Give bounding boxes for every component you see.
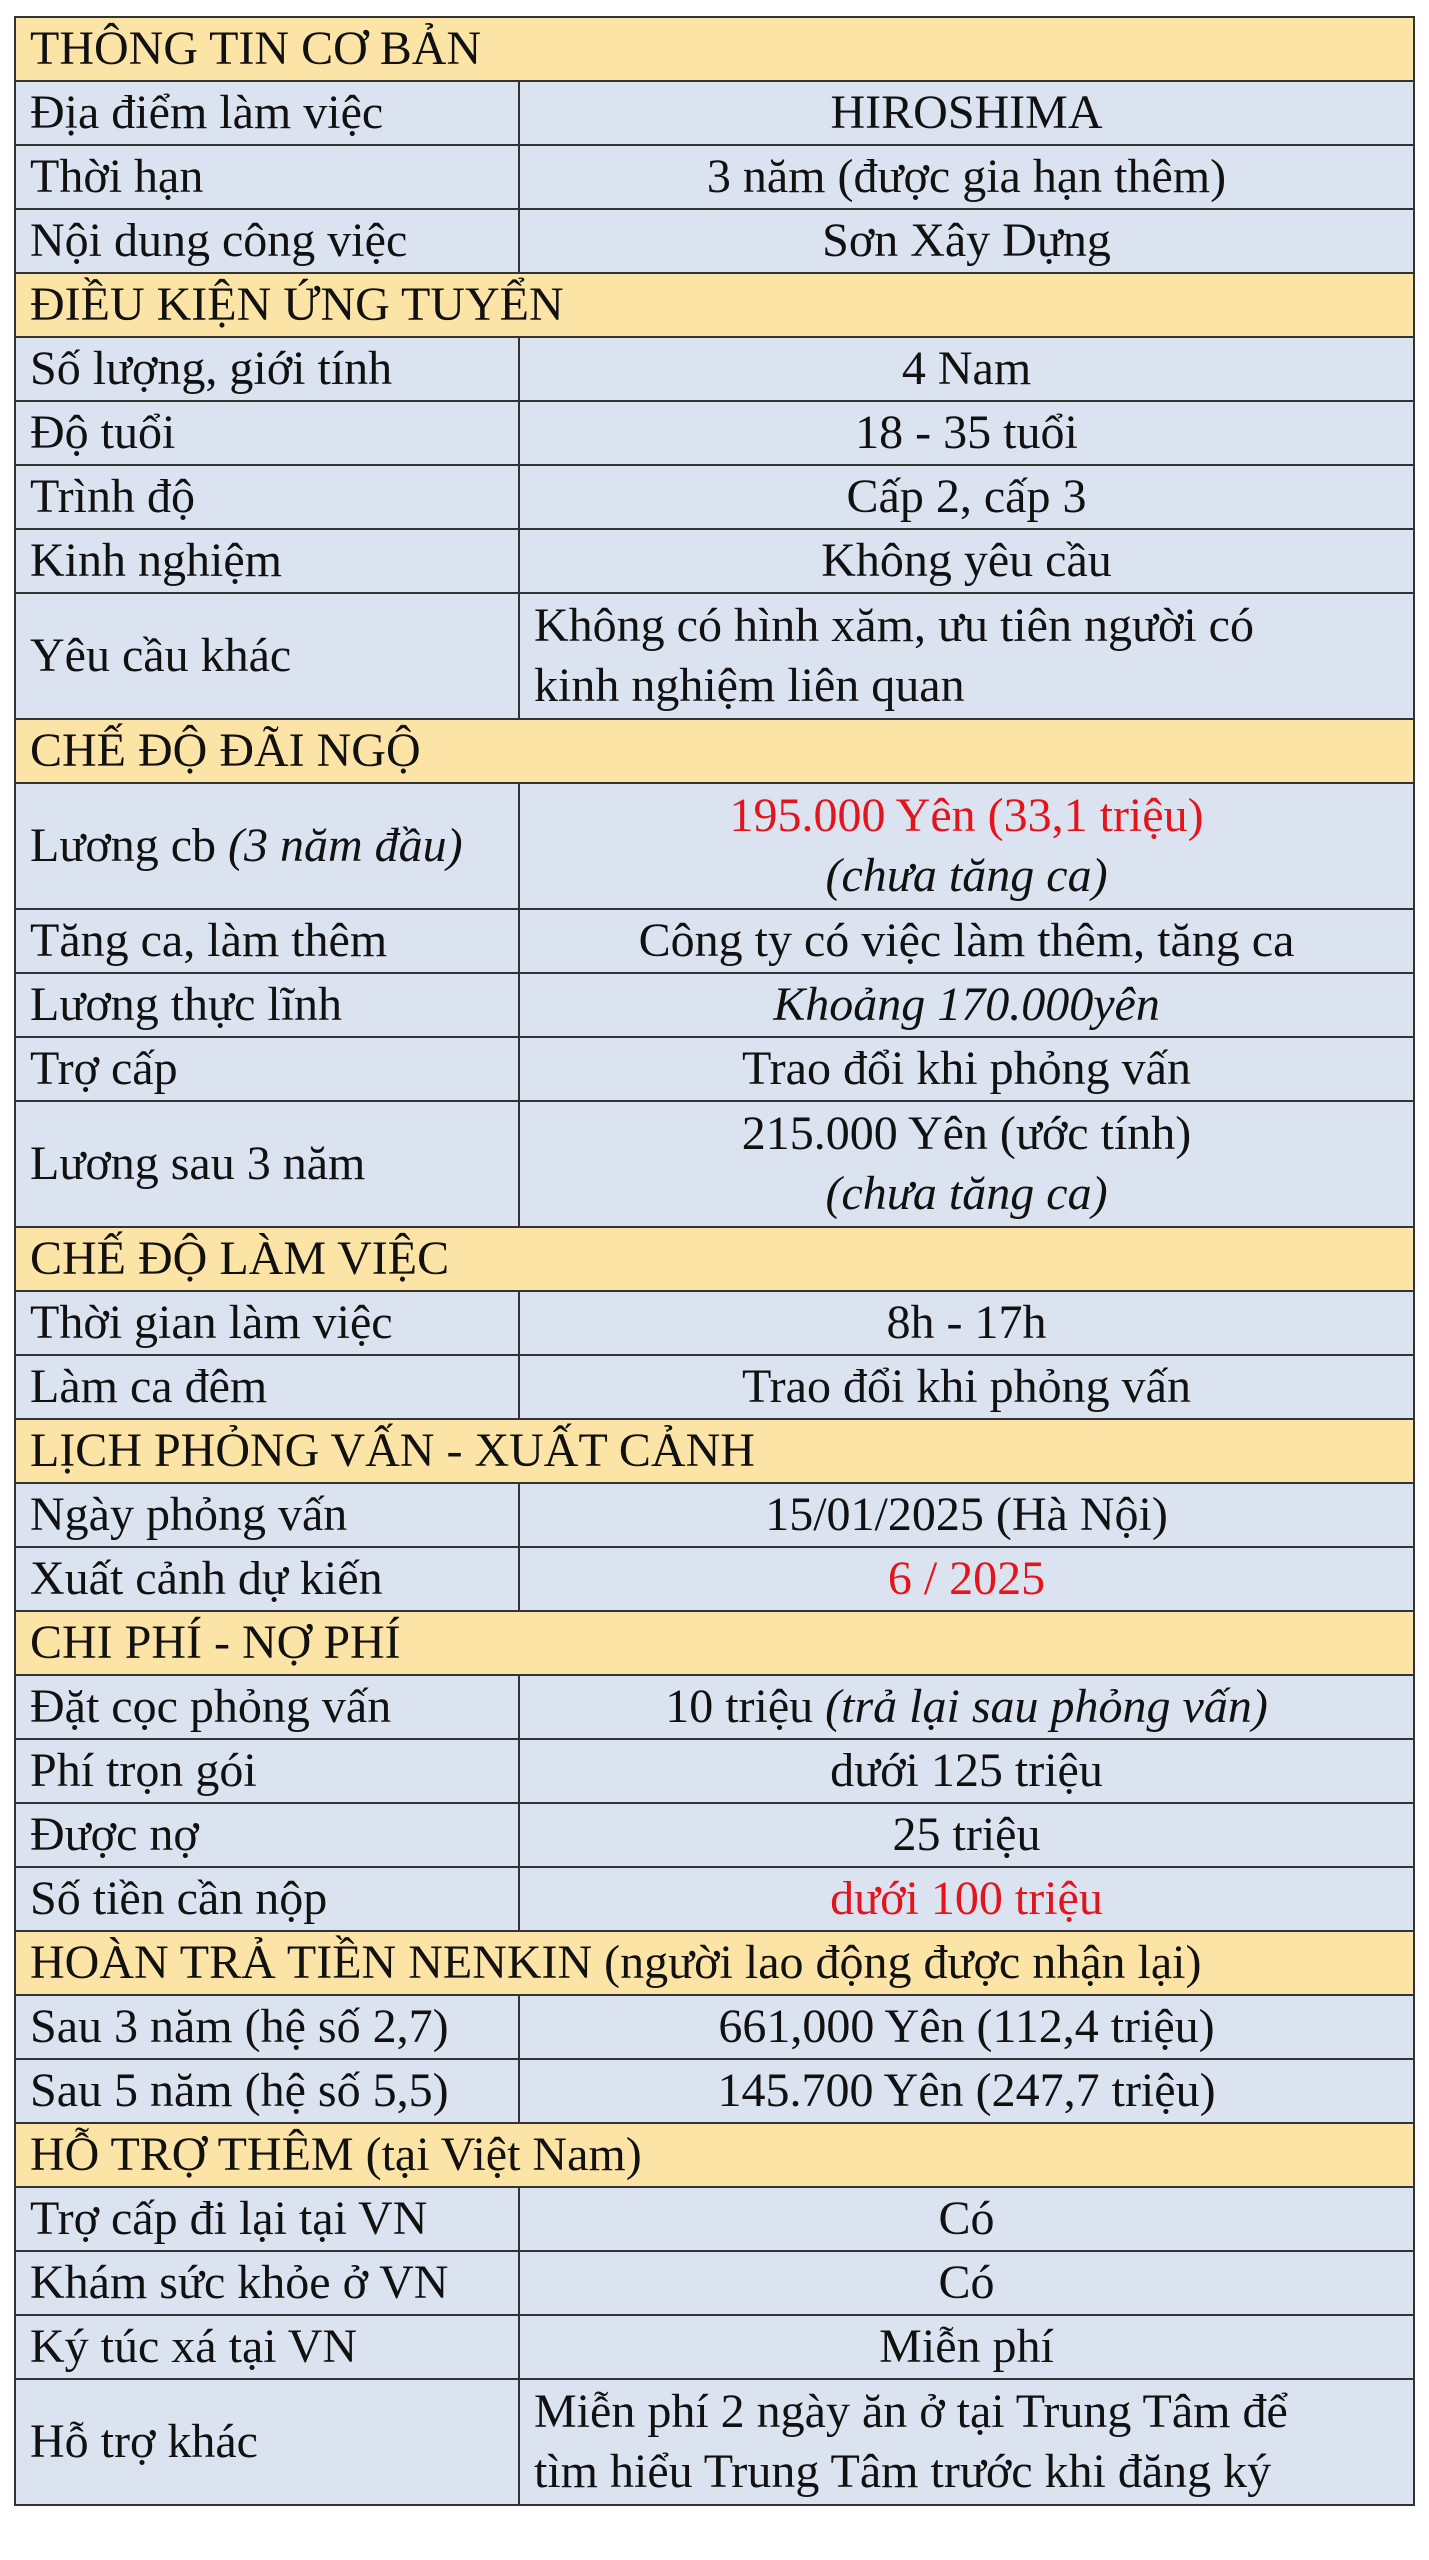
table-row xyxy=(15,973,1414,1037)
row-label: Ký túc xá tại VN xyxy=(15,2315,519,2379)
row-value xyxy=(519,1675,1414,1739)
section-work: CHẾ ĐỘ LÀM VIỆC xyxy=(15,1227,1414,1291)
row-value: Có xyxy=(519,2187,1414,2251)
job-info-table-container xyxy=(14,16,1415,2506)
section-row xyxy=(15,17,1414,81)
table-row xyxy=(15,145,1414,209)
row-label: Trợ cấp xyxy=(15,1037,519,1101)
row-value: 15/01/2025 (Hà Nội) xyxy=(519,1483,1414,1547)
section-row xyxy=(15,1611,1414,1675)
row-label: Hỗ trợ khác xyxy=(15,2379,519,2505)
row-value: 25 triệu xyxy=(519,1803,1414,1867)
row-value: 18 - 35 tuổi xyxy=(519,401,1414,465)
row-label: Số lượng, giới tính xyxy=(15,337,519,401)
value-line: Miễn phí 2 ngày ăn ở tại Trung Tâm để xyxy=(534,2385,1288,2438)
row-value: Trao đổi khi phỏng vấn xyxy=(519,1037,1414,1101)
row-value: Không yêu cầu xyxy=(519,529,1414,593)
table-row xyxy=(15,1739,1414,1803)
section-row xyxy=(15,273,1414,337)
section-schedule: LỊCH PHỎNG VẤN - XUẤT CẢNH xyxy=(15,1419,1414,1483)
value-line: kinh nghiệm liên quan xyxy=(534,659,965,712)
label-text: Lương cb xyxy=(30,819,229,872)
section-row xyxy=(15,1227,1414,1291)
row-label: Sau 5 năm (hệ số 5,5) xyxy=(15,2059,519,2123)
row-label: Số tiền cần nộp xyxy=(15,1867,519,1931)
table-row xyxy=(15,2251,1414,2315)
row-value: 145.700 Yên (247,7 triệu) xyxy=(519,2059,1414,2123)
value-note: (trả lại sau phỏng vấn) xyxy=(825,1680,1268,1733)
table-row xyxy=(15,1037,1414,1101)
row-label: Phí trọn gói xyxy=(15,1739,519,1803)
section-benefits: CHẾ ĐỘ ĐÃI NGỘ xyxy=(15,719,1414,783)
row-label: Tăng ca, làm thêm xyxy=(15,909,519,973)
section-nenkin: HOÀN TRẢ TIỀN NENKIN (người lao động được nhận lại) xyxy=(15,1931,1414,1995)
table-row xyxy=(15,783,1414,909)
row-label: Lương sau 3 năm xyxy=(15,1101,519,1227)
row-label: Thời gian làm việc xyxy=(15,1291,519,1355)
table-row xyxy=(15,593,1414,719)
table-row xyxy=(15,1803,1414,1867)
table-row xyxy=(15,1995,1414,2059)
section-basic: THÔNG TIN CƠ BẢN xyxy=(15,17,1414,81)
row-value: Sơn Xây Dựng xyxy=(519,209,1414,273)
row-value: Miễn phí xyxy=(519,2315,1414,2379)
row-value: 4 Nam xyxy=(519,337,1414,401)
row-label: Sau 3 năm (hệ số 2,7) xyxy=(15,1995,519,2059)
row-label: Địa điểm làm việc xyxy=(15,81,519,145)
row-value xyxy=(519,593,1414,719)
table-row xyxy=(15,909,1414,973)
table-row xyxy=(15,2315,1414,2379)
row-label: Ngày phỏng vấn xyxy=(15,1483,519,1547)
row-value: dưới 125 triệu xyxy=(519,1739,1414,1803)
label-note: (3 năm đầu) xyxy=(228,819,463,872)
table-row xyxy=(15,465,1414,529)
value-line-highlight: 195.000 Yên (33,1 triệu) xyxy=(729,789,1204,842)
table-row xyxy=(15,1355,1414,1419)
row-label: Khám sức khỏe ở VN xyxy=(15,2251,519,2315)
row-value: Khoảng 170.000yên xyxy=(519,973,1414,1037)
table-row xyxy=(15,1867,1414,1931)
section-row xyxy=(15,1419,1414,1483)
table-row xyxy=(15,529,1414,593)
table-row xyxy=(15,1483,1414,1547)
value-text: 10 triệu xyxy=(665,1680,826,1733)
table-row xyxy=(15,2059,1414,2123)
section-row xyxy=(15,2123,1414,2187)
row-label: Thời hạn xyxy=(15,145,519,209)
row-label: Trình độ xyxy=(15,465,519,529)
row-label: Độ tuổi xyxy=(15,401,519,465)
job-info-table xyxy=(14,16,1415,2506)
row-value: 8h - 17h xyxy=(519,1291,1414,1355)
table-row xyxy=(15,209,1414,273)
row-value: Có xyxy=(519,2251,1414,2315)
row-value xyxy=(519,783,1414,909)
row-label xyxy=(15,783,519,909)
table-row xyxy=(15,1547,1414,1611)
table-row xyxy=(15,2187,1414,2251)
row-value xyxy=(519,1101,1414,1227)
section-conditions: ĐIỀU KIỆN ỨNG TUYỂN xyxy=(15,273,1414,337)
row-label: Kinh nghiệm xyxy=(15,529,519,593)
row-value: Trao đổi khi phỏng vấn xyxy=(519,1355,1414,1419)
row-value xyxy=(519,2379,1414,2505)
row-label: Lương thực lĩnh xyxy=(15,973,519,1037)
row-value: 3 năm (được gia hạn thêm) xyxy=(519,145,1414,209)
table-row xyxy=(15,337,1414,401)
value-line: 215.000 Yên (ước tính) xyxy=(741,1107,1192,1160)
row-value: Cấp 2, cấp 3 xyxy=(519,465,1414,529)
row-value: Công ty có việc làm thêm, tăng ca xyxy=(519,909,1414,973)
row-label: Được nợ xyxy=(15,1803,519,1867)
row-label: Yêu cầu khác xyxy=(15,593,519,719)
value-line-note: (chưa tăng ca) xyxy=(825,849,1108,902)
table-row xyxy=(15,1675,1414,1739)
row-value-highlight: 6 / 2025 xyxy=(519,1547,1414,1611)
table-row xyxy=(15,1291,1414,1355)
row-label: Xuất cảnh dự kiến xyxy=(15,1547,519,1611)
section-fees: CHI PHÍ - NỢ PHÍ xyxy=(15,1611,1414,1675)
row-label: Đặt cọc phỏng vấn xyxy=(15,1675,519,1739)
row-value: HIROSHIMA xyxy=(519,81,1414,145)
section-support: HỖ TRỢ THÊM (tại Việt Nam) xyxy=(15,2123,1414,2187)
section-row xyxy=(15,719,1414,783)
value-line: Không có hình xăm, ưu tiên người có xyxy=(534,599,1254,652)
row-label: Làm ca đêm xyxy=(15,1355,519,1419)
row-value-highlight: dưới 100 triệu xyxy=(519,1867,1414,1931)
value-line-note: (chưa tăng ca) xyxy=(825,1167,1108,1220)
row-label: Trợ cấp đi lại tại VN xyxy=(15,2187,519,2251)
table-row xyxy=(15,2379,1414,2505)
table-row xyxy=(15,1101,1414,1227)
table-row xyxy=(15,401,1414,465)
row-value: 661,000 Yên (112,4 triệu) xyxy=(519,1995,1414,2059)
section-row xyxy=(15,1931,1414,1995)
row-label: Nội dung công việc xyxy=(15,209,519,273)
table-row xyxy=(15,81,1414,145)
value-line: tìm hiểu Trung Tâm trước khi đăng ký xyxy=(534,2445,1272,2498)
